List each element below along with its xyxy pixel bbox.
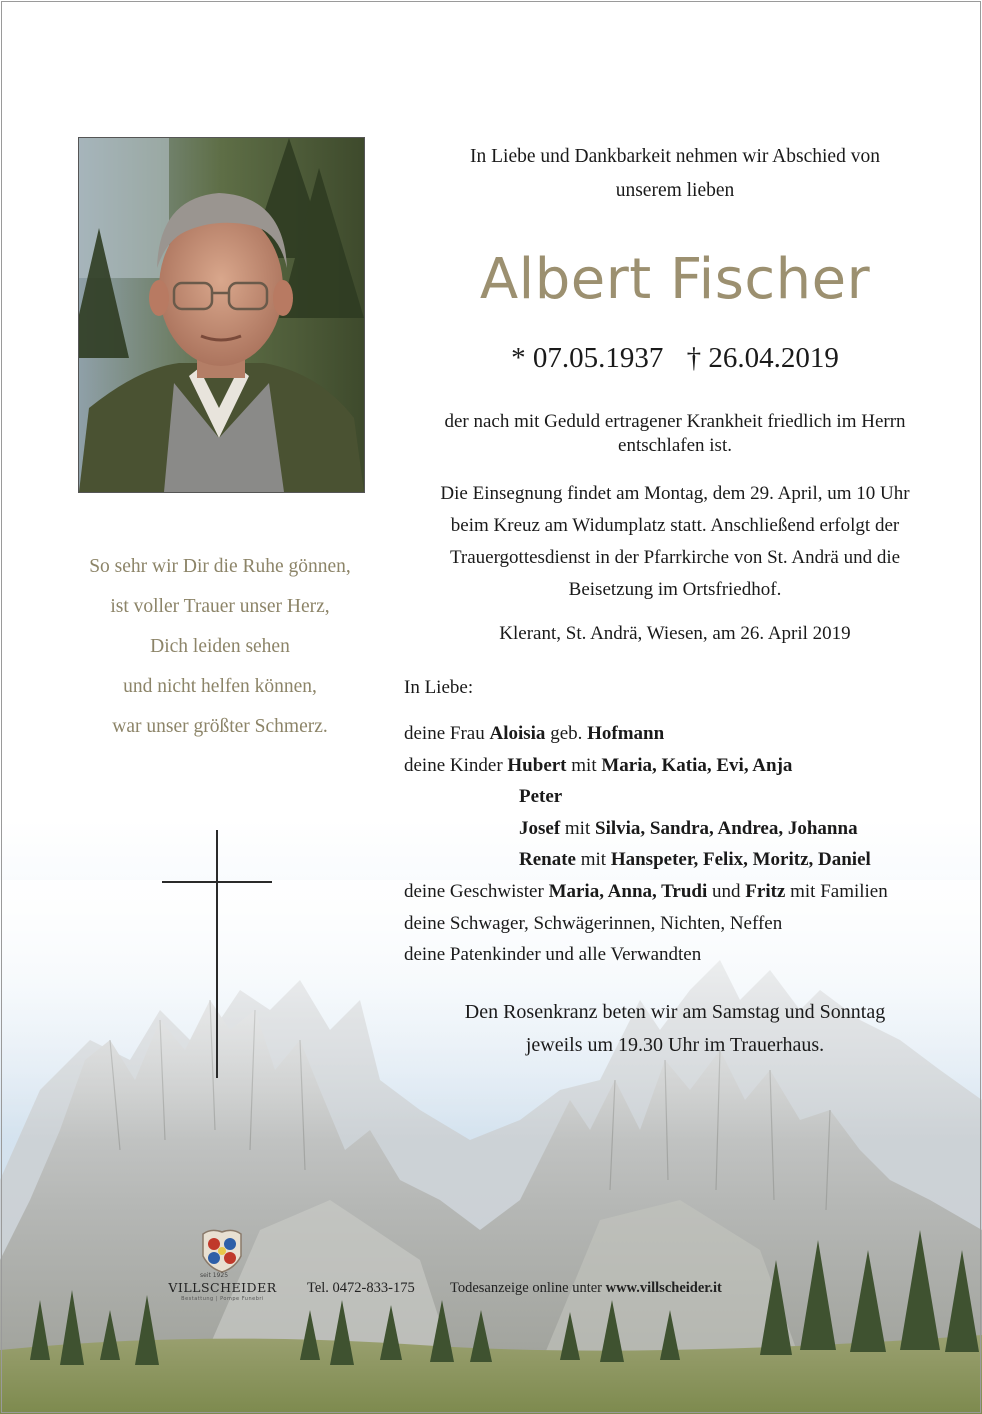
wife-name: Aloisia — [489, 723, 546, 744]
intro-line-1: In Liebe und Dankbarkeit nehmen wir Abschied von — [470, 146, 880, 167]
verse-poem — [50, 547, 390, 747]
child-name: Renate — [519, 849, 576, 871]
family-godchildren: deine Patenkinder und alle Verwandten — [404, 944, 702, 966]
rosary-line-2: jeweils um 19.30 Uhr im Trauerhaus. — [525, 1034, 825, 1056]
family-child — [404, 813, 964, 845]
description-line-2: entschlafen ist. — [618, 435, 732, 456]
siblings-und: und — [707, 880, 746, 902]
wife-prefix: deine Frau — [404, 723, 490, 744]
child-joiner: mit — [560, 817, 595, 839]
cross-icon-bar — [162, 881, 272, 883]
family-wife — [404, 718, 964, 750]
portrait-photo — [78, 137, 365, 493]
rosary-text — [395, 996, 955, 1062]
verse-line: und nicht helfen können, — [123, 676, 317, 697]
intro-text — [395, 140, 955, 208]
logo-since: seit 1925 — [200, 1272, 229, 1279]
family-inlaws: deine Schwager, Schwägerinnen, Nichten, Neffen — [404, 912, 783, 934]
child-family: Maria, Katia, Evi, Anja — [601, 754, 793, 776]
family-child — [404, 750, 964, 782]
child-name: Josef — [519, 817, 561, 839]
child-name: Peter — [519, 786, 563, 808]
siblings-last: Fritz — [745, 880, 786, 902]
verse-line: war unser größter Schmerz. — [112, 716, 328, 737]
life-dates — [395, 338, 955, 378]
ceremony-line-3: Trauergottesdienst in der Pfarrkirche von St. Andrä und die — [449, 547, 901, 568]
in-liebe-heading: In Liebe: — [404, 677, 474, 698]
siblings-prefix: deine Geschwister — [404, 880, 549, 902]
death-date: † 26.04.2019 — [686, 342, 839, 374]
ceremony-line-4: Beisetzung im Ortsfriedhof. — [568, 579, 782, 600]
birth-date: * 07.05.1937 — [511, 342, 664, 374]
villscheider-logo — [165, 1228, 280, 1308]
website-link[interactable]: www.villscheider.it — [605, 1280, 722, 1296]
child-joiner: mit — [575, 849, 611, 871]
logo-subtitle: Bestattung | Pompe Funebri — [181, 1296, 264, 1302]
child-joiner: mit — [566, 754, 602, 776]
children-label: deine Kinder — [404, 754, 508, 776]
ceremony-text — [395, 478, 955, 606]
footer-online-notice — [450, 1280, 722, 1297]
description-text — [395, 410, 955, 458]
verse-line: So sehr wir Dir die Ruhe gönnen, — [89, 556, 351, 577]
rosary-line-1: Den Rosenkranz beten wir am Samstag und Sonntag — [464, 1001, 886, 1023]
wife-maiden-name: Hofmann — [587, 723, 665, 744]
cross-icon — [216, 830, 218, 1078]
family-list — [404, 718, 964, 971]
child-name: Hubert — [507, 754, 567, 776]
verse-line: ist voller Trauer unser Herz, — [110, 596, 330, 617]
description-line-1: der nach mit Geduld ertragener Krankheit friedlich im Herrn — [444, 411, 906, 432]
child-family: Silvia, Sandra, Andrea, Johanna — [595, 817, 858, 839]
child-family: Hanspeter, Felix, Moritz, Daniel — [610, 849, 871, 871]
siblings-names: Maria, Anna, Trudi — [548, 880, 708, 902]
online-prefix: Todesanzeige online unter — [450, 1280, 606, 1296]
footer-telephone: Tel. 0472-833-175 — [307, 1280, 415, 1296]
wife-geb: geb. — [545, 723, 588, 744]
family-child — [404, 781, 964, 813]
intro-line-2: unserem lieben — [615, 180, 735, 201]
family-siblings — [404, 876, 964, 908]
siblings-suffix: mit Familien — [785, 880, 888, 902]
place-date: Klerant, St. Andrä, Wiesen, am 26. April 2019 — [499, 623, 851, 644]
logo-crest-icon — [165, 1228, 280, 1274]
ceremony-line-1: Die Einsegnung findet am Montag, dem 29. April, um 10 Uhr — [440, 483, 910, 504]
verse-line: Dich leiden sehen — [150, 636, 290, 657]
ceremony-line-2: beim Kreuz am Widumplatz statt. Anschließend erfolgt der — [450, 515, 900, 536]
logo-name: VILLSCHEIDER — [168, 1280, 277, 1295]
deceased-name: Albert Fischer — [479, 247, 871, 312]
family-child — [404, 844, 964, 876]
